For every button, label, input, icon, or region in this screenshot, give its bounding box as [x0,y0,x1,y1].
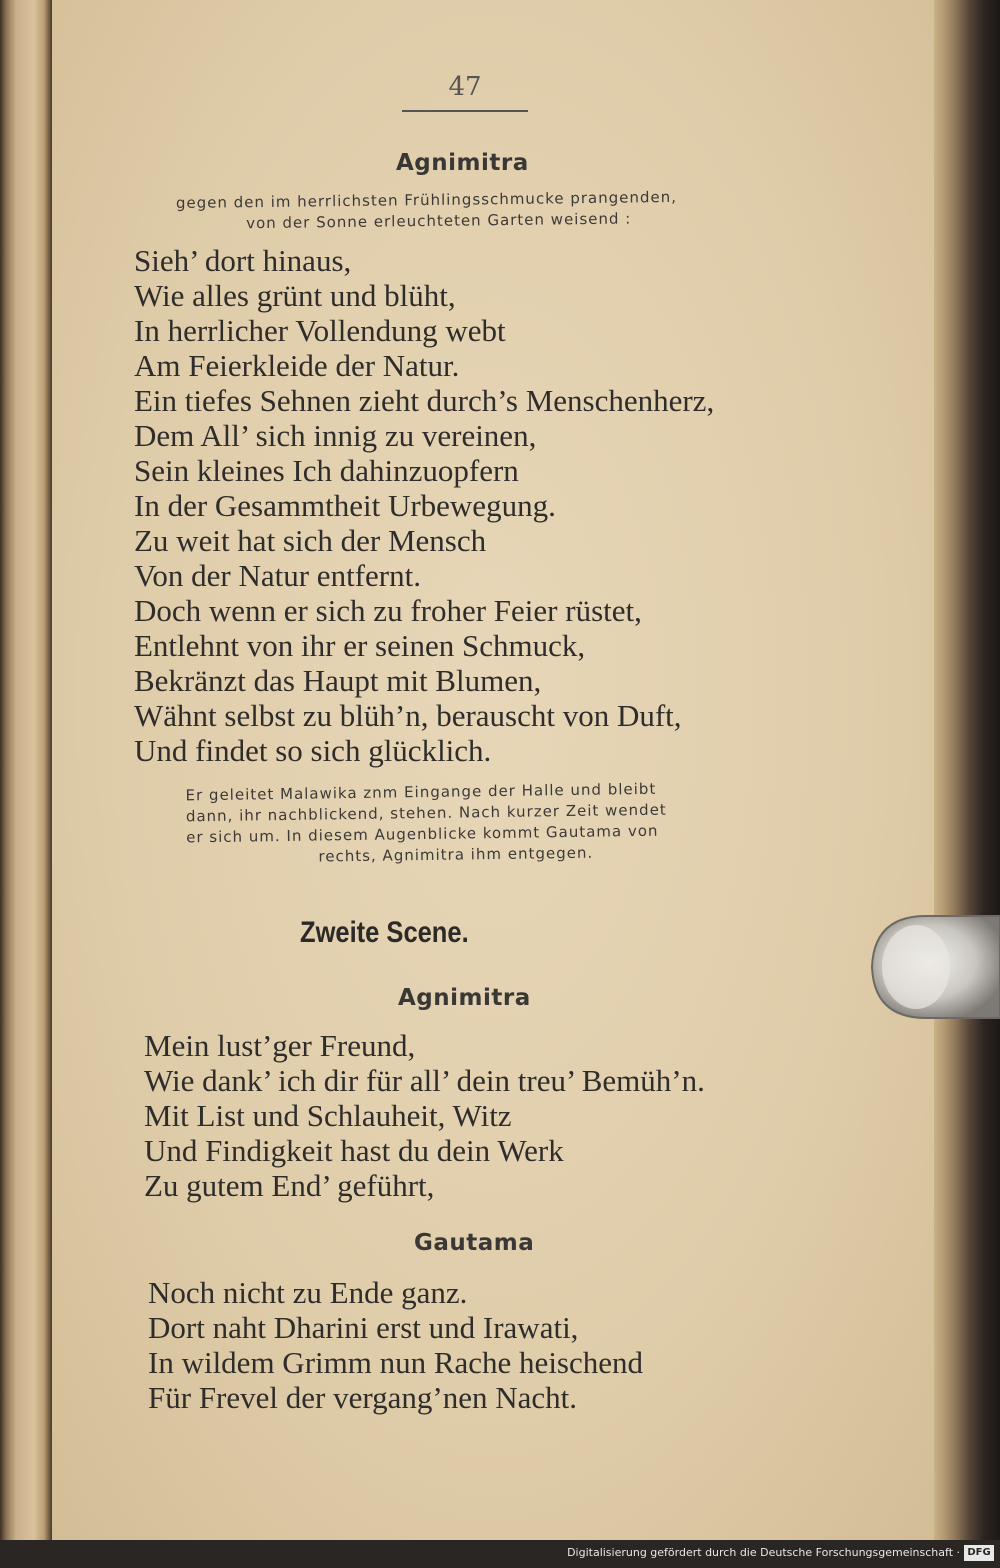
verse-line: Und findet so sich glücklich. [134,733,492,768]
verse-line: Zu weit hat sich der Mensch [134,523,487,558]
verse-line: Ein tiefes Sehnen zieht durch’s Menschenherz, [134,383,715,418]
stage-direction-line: er sich um. In diesem Augenblicke kommt Gautama von [186,821,659,847]
verse-line: Und Findigkeit hast du dein Werk [144,1133,564,1168]
right-page-edge [934,0,1000,1540]
verse-block [144,1028,705,1203]
verse-line: Von der Natur entfernt. [134,558,421,593]
stage-direction-line: gegen den im herrlichsten Frühlingsschmucke prangenden, [175,187,678,213]
verse-line: In wildem Grimm nun Rache heischend [148,1345,644,1380]
verse-line: Noch nicht zu Ende ganz. [148,1275,468,1310]
verse-line: In der Gesammtheit Urbewegung. [134,488,556,523]
stage-direction-line: dann, ihr nachblickend, stehen. Nach kurzer Zeit wendet [185,800,667,826]
verse-line: Wähnt selbst zu blüh’n, berauscht von Duft, [134,698,682,733]
stage-direction-line: von der Sonne erleuchteten Garten weisend : [246,209,632,233]
speaker-name: Gautama [414,1230,535,1256]
verse-line: Mein lust’ger Freund, [144,1028,416,1063]
verse-line: Am Feierkleide der Natur. [134,348,460,383]
verse-block [134,243,714,768]
footer-credit: Digitalisierung gefördert durch die Deutsche Forschungsgemeinschaft · [567,1546,960,1559]
verse-line: Sein kleines Ich dahinzuopfern [134,453,519,488]
stage-direction [176,187,678,235]
page-number-rule [402,110,528,112]
verse-line: Wie dank’ ich dir für all’ dein treu’ Bemüh’n. [144,1063,705,1098]
closing-stage-direction [185,779,667,870]
speaker-name: Agnimitra [396,150,529,176]
verse-line: Für Frevel der vergang’nen Nacht. [148,1380,577,1415]
page-clip [866,912,1000,1022]
verse-line: Doch wenn er sich zu froher Feier rüstet, [134,593,642,628]
verse-line: Zu gutem End’ geführt, [144,1168,435,1203]
verse-line: Mit List und Schlauheit, Witz [144,1098,512,1133]
speaker-name: Agnimitra [398,985,531,1011]
verse-line: Wie alles grünt und blüht, [134,278,456,313]
verse-line: Sieh’ dort hinaus, [134,243,352,278]
verse-line: Dort naht Dharini erst und Irawati, [148,1310,579,1345]
verse-block [148,1275,643,1415]
left-page-edge [0,0,52,1568]
stage-direction-line: Er geleitet Malawika znm Eingange der Halle und bleibt [185,779,657,805]
footer-bar [0,1540,1000,1568]
verse-line: Entlehnt von ihr er seinen Schmuck, [134,628,586,663]
verse-line: Bekränzt das Haupt mit Blumen, [134,663,542,698]
verse-line: Dem All’ sich innig zu vereinen, [134,418,537,453]
dfg-logo: DFG [964,1545,994,1561]
scene-title: Zweite Scene. [300,916,469,949]
page-number: 47 [448,72,482,102]
stage-direction-line: rechts, Agnimitra ihm entgegen. [318,843,594,866]
verse-line: In herrlicher Vollendung webt [134,313,506,348]
